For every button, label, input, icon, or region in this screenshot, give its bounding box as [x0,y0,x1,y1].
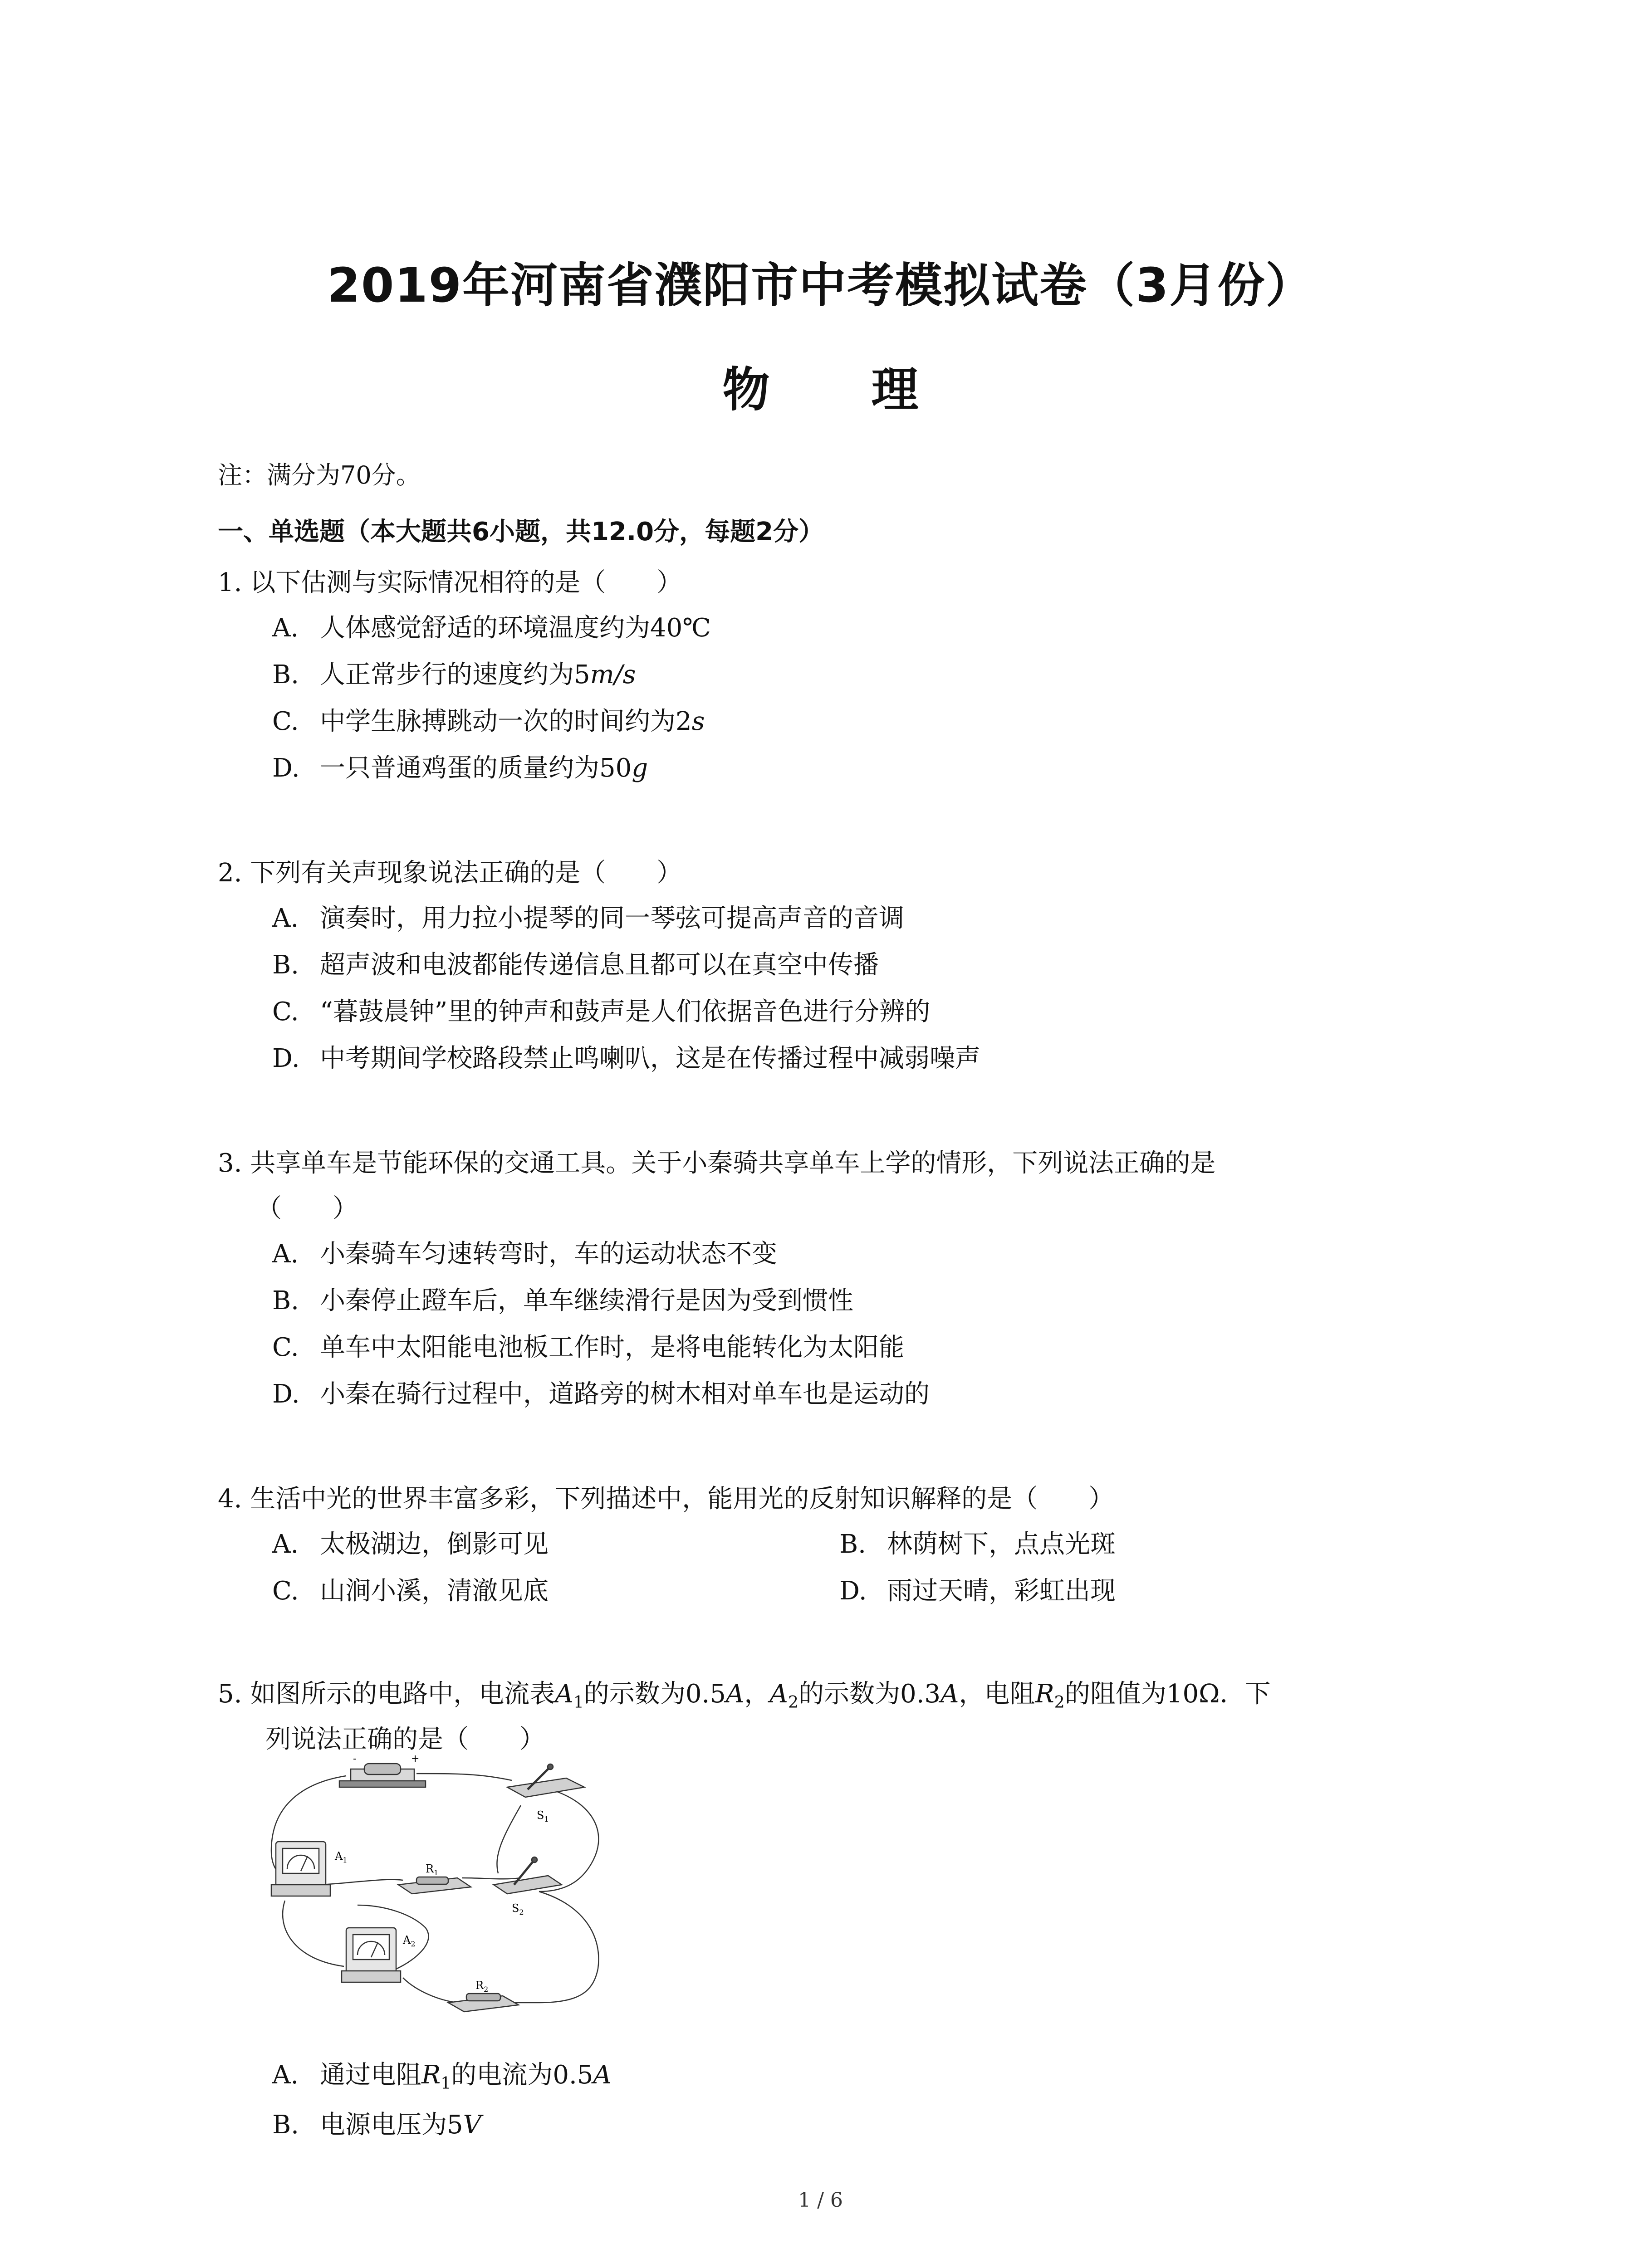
option-text: 小秦骑车匀速转弯时，车的运动状态不变 [320,1239,777,1269]
option-label: B. [272,950,299,980]
option-label: A. [272,1530,299,1559]
resistor-r2-label: $R_2$ [475,1979,489,1994]
option-label: C. [272,997,299,1026]
option-text: “暮鼓晨钟”里的钟声和鼓声是人们依据音色进行分辨的 [320,997,931,1026]
stem-text: 的示数为0.3 [798,1679,941,1709]
question-4-option-a [272,1524,549,1560]
section-heading: 一、单选题（本大题共6小题，共12.0分，每题2分） [218,517,824,547]
question-4-stem: 4. 生活中光的世界丰富多彩，下列描述中，能用光的反射知识解释的是（ ） [218,1484,1114,1514]
wire [497,1805,521,1873]
option-text: 一只普通鸡蛋的质量约为50 [320,753,632,783]
stem-text: ，电阻 [959,1679,1035,1709]
question-2-stem: 2. 下列有关声现象说法正确的是（ ） [218,858,682,888]
question-1-option-b [272,655,636,691]
wire [539,1892,598,2003]
ammeter-symbol: A [769,1679,788,1709]
option-text: 雨过天晴，彩虹出现 [887,1576,1116,1606]
option-text: 中考期间学校路段禁止鸣喇叭，这是在传播过程中减弱噪声 [320,1044,980,1073]
option-label: D. [272,1379,300,1409]
question-2-option-b [272,945,879,981]
question-1-stem: 1. 以下估测与实际情况相符的是（ ） [218,568,682,597]
option-label: A. [272,613,299,643]
battery-minus-label: - [353,1755,357,1765]
switch-s1-label: $S_1$ [537,1809,549,1823]
option-text: 通过电阻 [320,2060,421,2090]
stem-text: ， [744,1679,770,1709]
subscript: 2 [788,1692,798,1712]
unit: A [941,1679,959,1709]
option-text: 太极湖边，倒影可见 [320,1530,549,1559]
wire [283,1901,344,1966]
resistor-symbol: R [1035,1679,1054,1709]
option-label: D. [839,1576,867,1606]
option-text: 单车中太阳能电池板工作时，是将电能转化为太阳能 [320,1333,904,1362]
unit: A [725,1679,745,1709]
wire [416,1774,512,1780]
option-label: B. [839,1530,866,1559]
option-label: C. [272,1576,299,1606]
switch-s2 [494,1857,562,1894]
option-label: B. [272,2110,299,2140]
switch-s2-label: $S_2$ [512,1902,524,1916]
unit: V [463,2110,482,2140]
question-3-option-b [272,1281,853,1317]
option-text: 演奏时，用力拉小提琴的同一琴弦可提高声音的音调 [320,904,904,933]
option-label: C. [272,1333,299,1362]
option-text: 的电流为0.5 [451,2060,593,2090]
question-2-option-d [272,1038,980,1075]
question-3-stem-blank: （ ） [256,1194,358,1223]
question-3-option-a [272,1234,777,1270]
stem-text: 的阻值为10Ω．下 [1064,1679,1271,1709]
subscript: 2 [1054,1692,1065,1712]
option-label: B. [272,660,299,689]
wire [403,1978,457,2003]
resistor-r1 [398,1877,471,1894]
question-1-option-c [272,701,705,738]
stem-text: 5. 如图所示的电路中，电流表 [218,1679,555,1709]
ammeter-symbol: A [555,1679,573,1709]
question-5-stem-line2: 列说法正确的是（ ） [265,1725,545,1754]
subscript: 1 [441,2073,451,2093]
ammeter-a2 [342,1928,401,1982]
option-text: 山涧小溪，清澈见底 [320,1576,549,1606]
option-text: 人正常步行的速度约为5 [320,660,590,689]
question-2-option-c [272,992,930,1028]
option-label: D. [272,753,300,783]
battery [339,1764,426,1787]
page-number: 1 / 6 [798,2189,843,2212]
question-1-option-a [272,608,711,644]
question-4-option-b [839,1524,1116,1560]
resistor-r1-label: $R_1$ [426,1862,439,1877]
wire [462,1878,521,1879]
stem-text: 的示数为0.5 [583,1679,726,1709]
option-label: A. [272,1239,299,1269]
option-label: A. [272,904,299,933]
question-4-option-d [839,1571,1116,1607]
ammeter-a2-label: $A_2$ [403,1934,416,1948]
option-text: 中学生脉搏跳动一次的时间约为2 [320,707,692,736]
question-3-option-d [272,1374,930,1410]
question-5-option-a [272,2055,612,2093]
option-text: 小秦在骑行过程中，道路旁的树木相对单车也是运动的 [320,1379,930,1409]
option-text: 超声波和电波都能传递信息且都可以在真空中传播 [320,950,879,980]
option-text: 林荫树下，点点光斑 [887,1530,1116,1559]
ammeter-a1 [271,1842,330,1896]
question-1-option-d [272,748,648,784]
ammeter-a1-label: $A_1$ [335,1850,348,1864]
circuit-diagram [267,1755,612,2043]
unit: m/s [590,660,636,689]
option-label: A. [272,2060,299,2090]
option-text: 小秦停止蹬车后，单车继续滑行是因为受到惯性 [320,1286,853,1315]
subscript: 1 [573,1692,584,1712]
option-text: 人体感觉舒适的环境温度约为40℃ [320,613,711,643]
option-label: B. [272,1286,299,1315]
unit: g [632,753,648,783]
question-5-option-b [272,2105,481,2141]
unit: s [691,707,705,736]
battery-plus-label: + [411,1755,420,1765]
option-text: 电源电压为5 [320,2110,463,2140]
option-label: D. [272,1044,300,1073]
option-label: C. [272,707,299,736]
exam-title: 2019年河南省濮阳市中考模拟试卷（3月份） [327,258,1314,313]
wire [321,1880,403,1885]
switch-s1 [507,1764,584,1797]
question-2-option-a [272,898,904,934]
question-5-stem [218,1674,1271,1712]
subject-title: 物 理 [722,362,946,417]
resistor-r2 [448,1994,519,2012]
score-note: 注：满分为70分。 [218,461,421,489]
resistor-symbol: R [421,2060,441,2090]
question-3-stem: 3. 共享单车是节能环保的交通工具。关于小秦骑共享单车上学的情形，下列说法正确的是 [218,1149,1216,1178]
question-3-option-c [272,1327,904,1364]
unit: A [593,2060,612,2090]
question-4-option-c [272,1571,549,1607]
